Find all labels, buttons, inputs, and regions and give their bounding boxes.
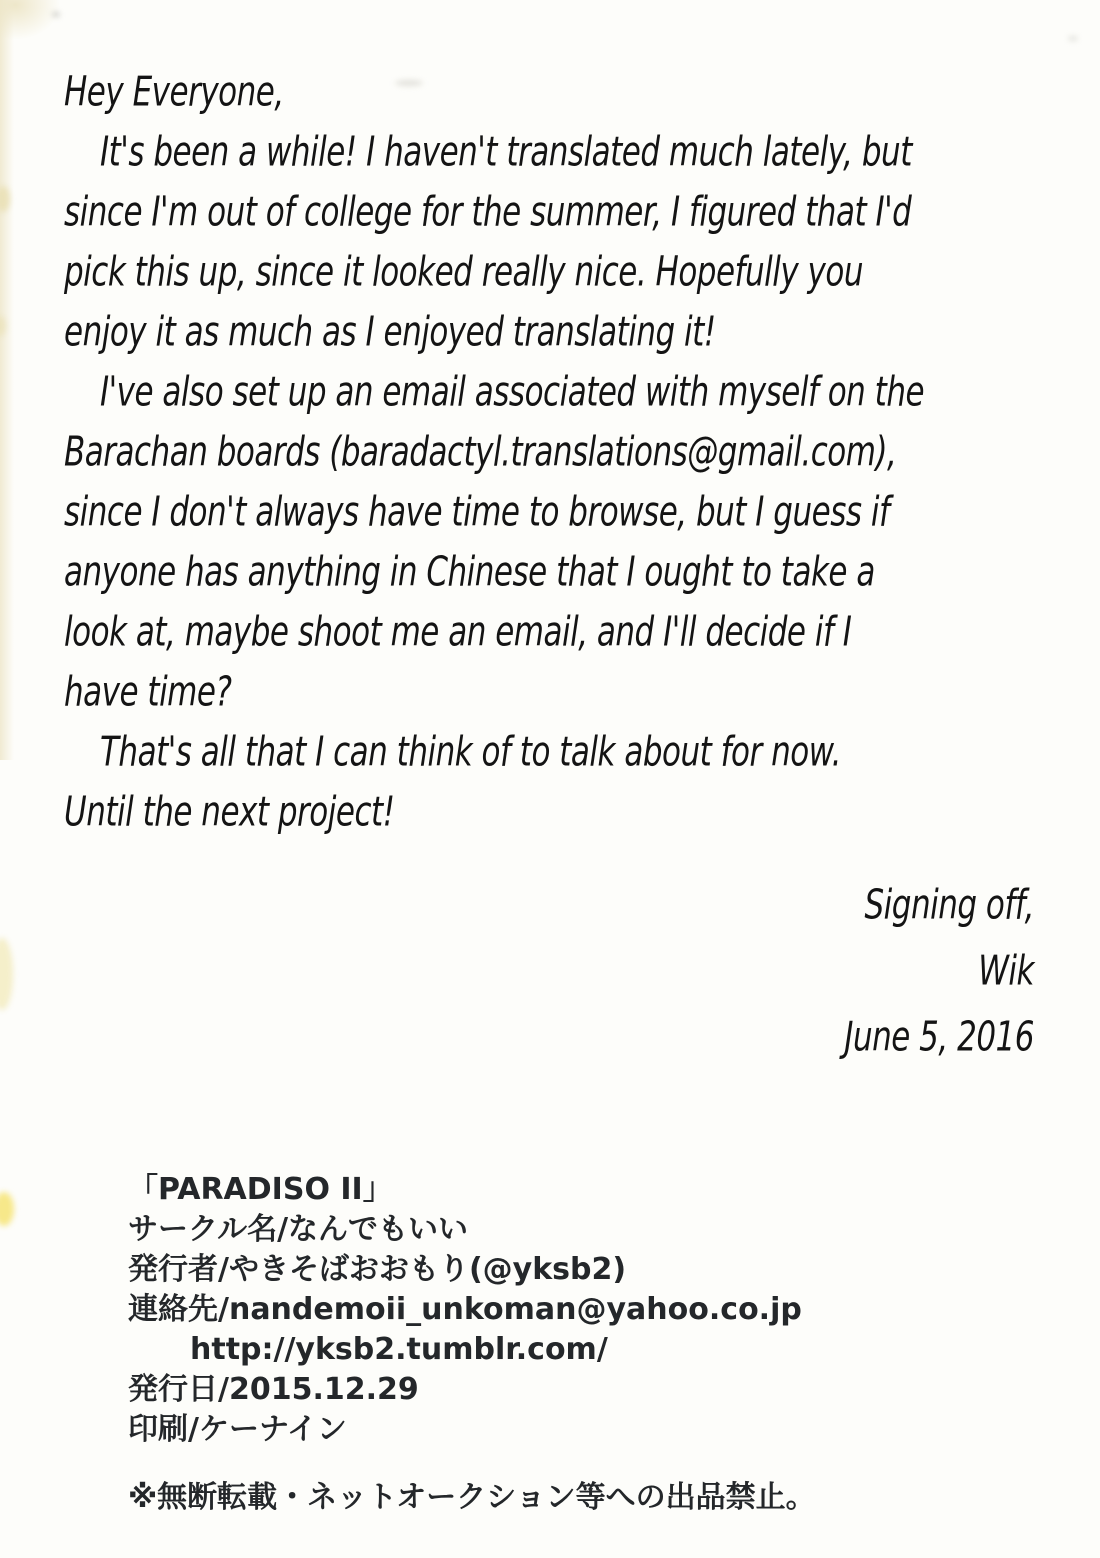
- colophon: [128, 1170, 802, 1450]
- letter-line-7: Barachan boards (baradactyl.translations@gmail.com),: [64, 428, 897, 477]
- scan-corner-tint: [0, 0, 60, 40]
- colophon-printer: 印刷/ケーナイン: [128, 1412, 347, 1447]
- scan-smudge: [0, 938, 13, 1010]
- letter-line-5: enjoy it as much as I enjoyed translating it!: [64, 308, 716, 357]
- scan-speck: [1068, 36, 1078, 41]
- signature-name: Wik: [978, 947, 1034, 996]
- letter-line-4: pick this up, since it looked really nice. Hopefully you: [64, 248, 863, 297]
- scan-speck: [52, 12, 60, 17]
- colophon-publish-date: 発行日/2015.12.29: [128, 1372, 419, 1407]
- letter-line-9: anyone has anything in Chinese that I ought to take a: [64, 548, 875, 597]
- letter-line-13: Until the next project!: [64, 788, 395, 837]
- scan-edge-tint: [0, 0, 14, 760]
- letter-line-6: I've also set up an email associated with myself on the: [100, 368, 925, 417]
- letter-line-12: That's all that I can think of to talk about for now.: [100, 728, 841, 777]
- colophon-title: 「PARADISO II」: [128, 1172, 393, 1207]
- letter-line-1: Hey Everyone,: [64, 68, 284, 117]
- translator-note: [64, 64, 924, 844]
- colophon-publisher: 発行者/やきそばおおもり(@yksb2): [128, 1252, 627, 1287]
- colophon-url: http://yksb2.tumblr.com/: [190, 1332, 608, 1367]
- signoff-date: June 5, 2016: [844, 1013, 1034, 1062]
- reproduction-warning: ※無断転載・ネットオークション等への出品禁止。: [128, 1480, 816, 1515]
- letter-line-3: since I'm out of college for the summer, I figured that I'd: [64, 188, 912, 237]
- letter-line-11: have time?: [64, 668, 232, 717]
- colophon-circle: サークル名/なんでもいい: [128, 1212, 469, 1247]
- letter-line-10: look at, maybe shoot me an email, and I'll decide if I: [64, 608, 852, 657]
- signature-block: [844, 874, 1034, 1072]
- scan-smudge: [0, 1192, 14, 1226]
- colophon-contact: 連絡先/nandemoii_unkoman@yahoo.co.jp: [128, 1292, 802, 1327]
- signoff-line: Signing off,: [864, 881, 1034, 930]
- letter-line-8: since I don't always have time to browse, but I guess if: [64, 488, 890, 537]
- letter-line-2: It's been a while! I haven't translated much lately, but: [100, 128, 912, 177]
